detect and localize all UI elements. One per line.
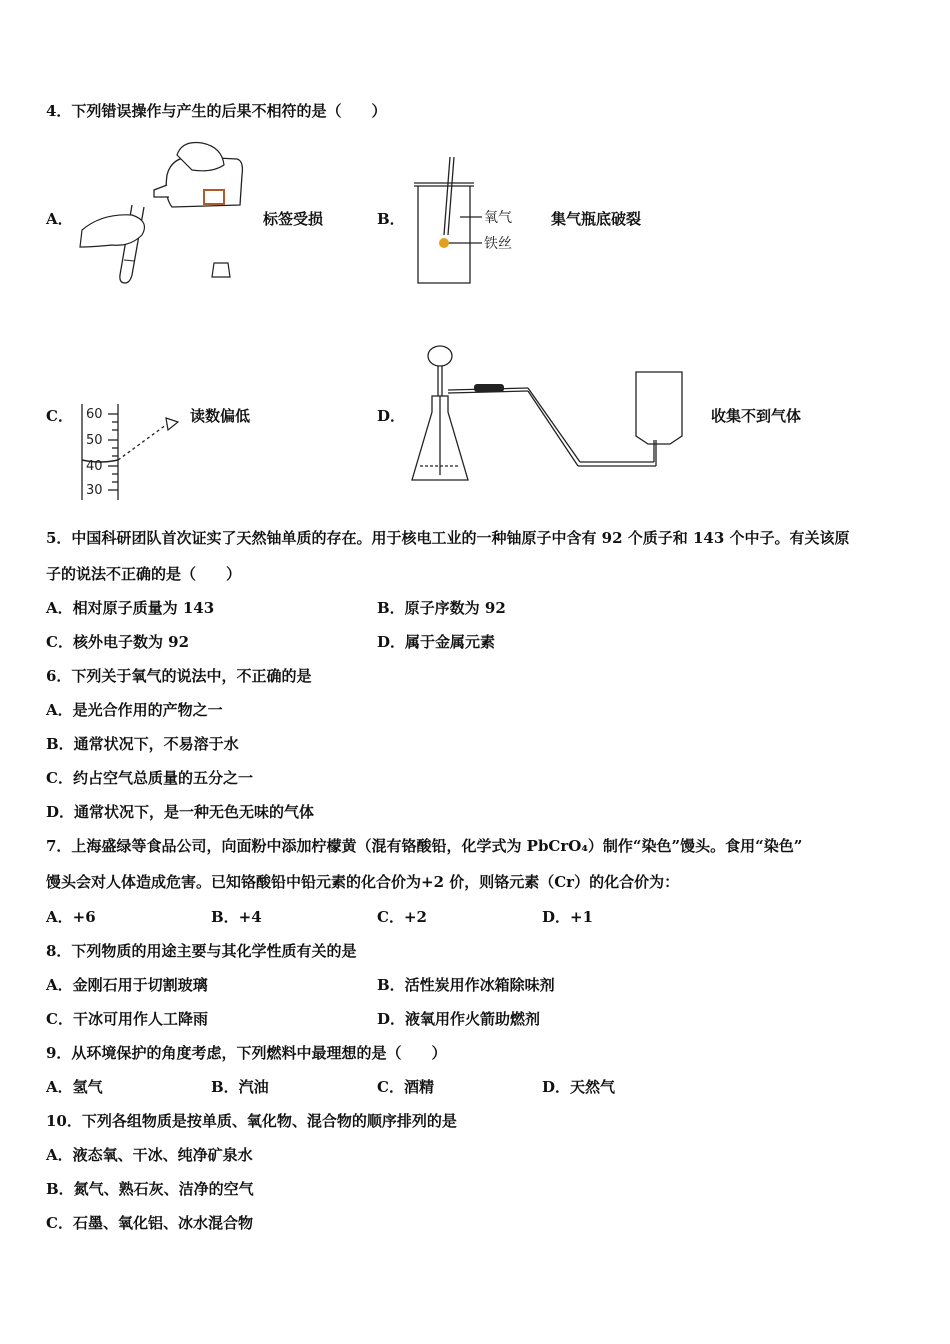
q9-option-a: A．氢气: [46, 1078, 103, 1096]
q7-option-a: A．+6: [46, 908, 96, 926]
q6-option-c: C．约占空气总质量的五分之一: [46, 769, 253, 787]
oxygen-label: 氧气: [484, 210, 512, 226]
gas-jar-iron-wire-illustration: [410, 155, 530, 287]
q6-option-a: A．是光合作用的产物之一: [46, 701, 223, 719]
q4-option-c-caption: 读数偏低: [190, 407, 251, 425]
q10-option-a: A．液态氧、干冰、纯净矿泉水: [46, 1146, 253, 1164]
tick-30: 30: [86, 483, 103, 498]
q4-option-a-caption: 标签受损: [263, 210, 324, 228]
q10-option-b: B．氮气、熟石灰、洁净的空气: [46, 1180, 254, 1198]
q8-option-b: B．活性炭用作冰箱除味剂: [377, 976, 555, 994]
q10-stem: 10．下列各组物质是按单质、氧化物、混合物的顺序排列的是: [46, 1112, 457, 1130]
q5-option-c: C．核外电子数为 92: [46, 633, 190, 651]
q5-option-a: A．相对原子质量为 143: [46, 599, 215, 617]
q4-option-a-letter: A．: [46, 210, 73, 228]
q4-option-b-letter: B．: [377, 210, 405, 228]
q8-stem: 8．下列物质的用途主要与其化学性质有关的是: [46, 942, 357, 960]
q8-option-d: D．液氧用作火箭助燃剂: [377, 1010, 541, 1028]
q5-stem-line1: 5．中国科研团队首次证实了天然铀单质的存在。用于核电工业的一种铀原子中含有 92 个质子和 143 个中子。有关该原: [46, 529, 850, 547]
q9-option-c: C．酒精: [377, 1078, 434, 1096]
q9-option-d: D．天然气: [542, 1078, 616, 1096]
pouring-liquid-illustration: [72, 135, 252, 285]
q4-option-c-letter: C．: [46, 407, 73, 425]
q7-stem-line1: 7．上海盛绿等食品公司，向面粉中添加柠檬黄（混有铬酸铅，化学式为 PbCrO₄）制作“染色”馒头。食用“染色”: [46, 837, 803, 855]
gas-collection-apparatus-illustration: [408, 340, 688, 488]
q8-option-a: A．金刚石用于切割玻璃: [46, 976, 208, 994]
q4-option-b-caption: 集气瓶底破裂: [551, 210, 642, 228]
q5-stem-line2: 子的说法不正确的是（ ）: [46, 565, 242, 583]
tick-40: 40: [86, 459, 103, 474]
graduated-cylinder-illustration: [78, 402, 190, 502]
q9-option-b: B．汽油: [211, 1078, 269, 1096]
q5-option-d: D．属于金属元素: [377, 633, 496, 651]
q7-option-d: D．+1: [542, 908, 594, 926]
q9-stem: 9．从环境保护的角度考虑，下列燃料中最理想的是（ ）: [46, 1044, 447, 1062]
q8-option-c: C．干冰可用作人工降雨: [46, 1010, 208, 1028]
q4-option-d-caption: 收集不到气体: [711, 407, 802, 425]
q7-stem-line2: 馒头会对人体造成危害。已知铬酸铅中铅元素的化合价为+2 价，则铬元素（Cr）的化合价为：: [46, 873, 680, 891]
q6-option-d: D．通常状况下，是一种无色无味的气体: [46, 803, 315, 821]
iron-wire-label: 铁丝: [484, 236, 512, 252]
q7-option-c: C．+2: [377, 908, 427, 926]
q10-option-c: C．石墨、氧化铝、冰水混合物: [46, 1214, 253, 1232]
q6-option-b: B．通常状况下，不易溶于水: [46, 735, 239, 753]
q4-stem: 4．下列错误操作与产生的后果不相符的是（ ）: [46, 102, 387, 120]
tick-50: 50: [86, 433, 103, 448]
q5-option-b: B．原子序数为 92: [377, 599, 506, 617]
q6-stem: 6．下列关于氧气的说法中，不正确的是: [46, 667, 312, 685]
tick-60: 60: [86, 407, 103, 422]
q7-option-b: B．+4: [211, 908, 262, 926]
q4-option-d-letter: D．: [377, 407, 406, 425]
